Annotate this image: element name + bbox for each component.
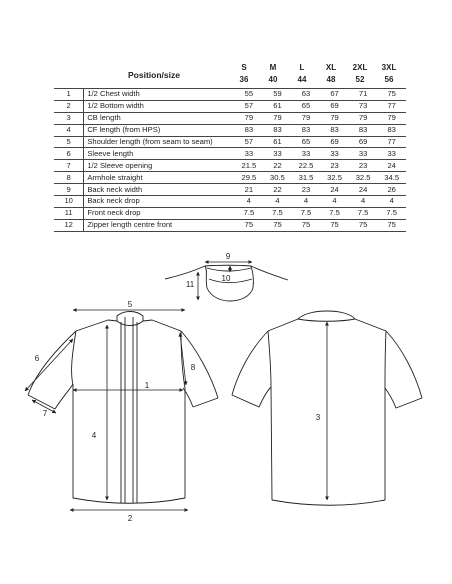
row-description: Front neck drop <box>84 207 235 219</box>
measurement-value: 30.5 <box>263 172 292 184</box>
label-shoulder: 5 <box>127 300 133 309</box>
size-label: L <box>299 63 305 72</box>
measurement-value: 33 <box>235 148 264 160</box>
measurement-value: 4 <box>263 196 292 208</box>
measurement-value: 83 <box>263 124 292 136</box>
measurement-value: 75 <box>292 219 321 231</box>
measurement-value: 79 <box>235 112 264 124</box>
measurement-value: 73 <box>349 100 378 112</box>
label-sleeve-opening: 7 <box>42 409 48 418</box>
measurement-value: 83 <box>349 124 378 136</box>
measurement-value: 21 <box>235 184 264 196</box>
size-number: 40 <box>268 75 278 84</box>
measurement-value: 65 <box>292 136 321 148</box>
label-cb-length: 3 <box>315 413 321 422</box>
row-description: 1/2 Chest width <box>84 89 235 101</box>
label-chest: 1 <box>144 381 150 390</box>
label-armhole: 8 <box>190 363 196 372</box>
size-label: 3XL <box>381 63 397 72</box>
size-label: M <box>269 63 277 72</box>
label-sleeve-length: 6 <box>34 354 40 363</box>
measurement-value: 69 <box>349 136 378 148</box>
measurement-value: 83 <box>320 124 349 136</box>
measurement-value: 22 <box>263 160 292 172</box>
row-number: 10 <box>54 196 84 208</box>
row-number: 12 <box>54 219 84 231</box>
sleeve-length-measure-arrow <box>25 339 73 391</box>
measurement-value: 24 <box>377 160 406 172</box>
measurement-value: 69 <box>320 100 349 112</box>
row-description: Armhole straight <box>84 172 235 184</box>
size-label: 2XL <box>352 63 368 72</box>
measurement-value: 79 <box>377 112 406 124</box>
measurement-value: 34.5 <box>377 172 406 184</box>
row-description: Back neck drop <box>84 196 235 208</box>
position-size-header: Position/size <box>128 70 180 80</box>
measurement-value: 75 <box>263 219 292 231</box>
measurement-value: 57 <box>235 136 264 148</box>
measurement-value: 59 <box>263 89 292 101</box>
row-number: 3 <box>54 112 84 124</box>
size-number: 56 <box>384 75 394 84</box>
measurement-value: 23 <box>349 160 378 172</box>
row-description: Sleeve length <box>84 148 235 160</box>
measurement-value: 75 <box>320 219 349 231</box>
neck-detail-drawing <box>165 265 288 301</box>
size-number: 36 <box>239 75 249 84</box>
measurement-value: 26 <box>377 184 406 196</box>
measurement-value: 75 <box>349 219 378 231</box>
label-front-neck-drop: 11 <box>185 280 195 289</box>
measurement-value: 83 <box>377 124 406 136</box>
measurement-value: 63 <box>292 89 321 101</box>
row-description: CB length <box>84 112 235 124</box>
measurement-value: 79 <box>349 112 378 124</box>
row-number: 6 <box>54 148 84 160</box>
measurement-value: 75 <box>377 219 406 231</box>
measurement-value: 22.5 <box>292 160 321 172</box>
measurement-value: 23 <box>292 184 321 196</box>
measurement-value: 7.5 <box>292 207 321 219</box>
size-label: S <box>241 63 247 72</box>
measurement-value: 67 <box>320 89 349 101</box>
row-number: 4 <box>54 124 84 136</box>
measurement-value: 33 <box>349 148 378 160</box>
row-number: 5 <box>54 136 84 148</box>
label-cf-length: 4 <box>91 431 97 440</box>
measurement-value: 33 <box>320 148 349 160</box>
size-number: 52 <box>355 75 365 84</box>
measurement-value: 4 <box>320 196 349 208</box>
row-number: 11 <box>54 207 84 219</box>
row-number: 7 <box>54 160 84 172</box>
measurement-value: 77 <box>377 136 406 148</box>
measurement-value: 75 <box>235 219 264 231</box>
row-description: Zipper length centre front <box>84 219 235 231</box>
row-number: 1 <box>54 89 84 101</box>
row-description: Shoulder length (from seam to seam) <box>84 136 235 148</box>
measurement-value: 23 <box>320 160 349 172</box>
measurement-value: 79 <box>292 112 321 124</box>
measurement-value: 7.5 <box>235 207 264 219</box>
measurement-value: 55 <box>235 89 264 101</box>
measurement-value: 4 <box>349 196 378 208</box>
row-description: 1/2 Sleeve opening <box>84 160 235 172</box>
row-description: 1/2 Bottom width <box>84 100 235 112</box>
measurement-value: 4 <box>292 196 321 208</box>
measurement-value: 24 <box>320 184 349 196</box>
measurement-value: 61 <box>263 136 292 148</box>
measurement-value: 32.5 <box>349 172 378 184</box>
measurement-value: 22 <box>263 184 292 196</box>
measurement-value: 69 <box>320 136 349 148</box>
measurement-value: 79 <box>320 112 349 124</box>
measurement-value: 57 <box>235 100 264 112</box>
size-number: 44 <box>297 75 307 84</box>
measurement-value: 7.5 <box>377 207 406 219</box>
measurement-value: 7.5 <box>320 207 349 219</box>
measurement-value: 33 <box>377 148 406 160</box>
label-back-neck-drop: 10 <box>221 274 231 283</box>
measurement-value: 4 <box>377 196 406 208</box>
size-number: 48 <box>326 75 336 84</box>
measurement-value: 61 <box>263 100 292 112</box>
front-view-drawing <box>28 312 218 504</box>
measurement-value: 83 <box>235 124 264 136</box>
measurement-value: 83 <box>292 124 321 136</box>
measurement-value: 77 <box>377 100 406 112</box>
measurement-value: 32.5 <box>320 172 349 184</box>
measurement-value: 7.5 <box>349 207 378 219</box>
measurement-value: 29.5 <box>235 172 264 184</box>
measurement-value: 24 <box>349 184 378 196</box>
measurement-value: 21.5 <box>235 160 264 172</box>
measurement-value: 4 <box>235 196 264 208</box>
measurement-value: 33 <box>263 148 292 160</box>
row-description: CF length (from HPS) <box>84 124 235 136</box>
row-description: Back neck width <box>84 184 235 196</box>
measurement-value: 75 <box>377 89 406 101</box>
measurement-value: 65 <box>292 100 321 112</box>
label-bottom: 2 <box>127 514 133 523</box>
row-number: 8 <box>54 172 84 184</box>
armhole-measure-arrow <box>180 333 186 385</box>
measurement-value: 31.5 <box>292 172 321 184</box>
measurement-value: 79 <box>263 112 292 124</box>
row-number: 9 <box>54 184 84 196</box>
measurement-value: 71 <box>349 89 378 101</box>
measurement-value: 7.5 <box>263 207 292 219</box>
size-label: XL <box>325 63 337 72</box>
measurement-value: 33 <box>292 148 321 160</box>
label-back-neck-width: 9 <box>225 252 231 261</box>
row-number: 2 <box>54 100 84 112</box>
